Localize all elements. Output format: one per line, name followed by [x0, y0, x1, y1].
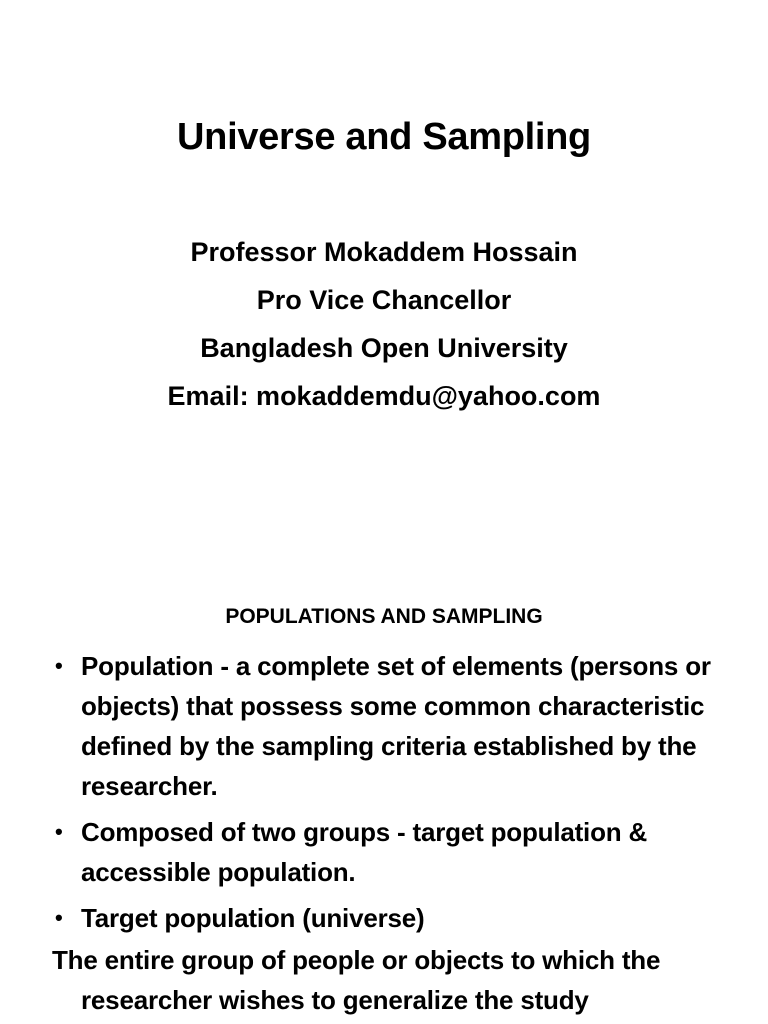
bullet-icon: •	[55, 905, 63, 930]
bullet-icon: •	[55, 653, 63, 678]
author-block	[0, 230, 768, 422]
definition-paragraph: The entire group of people or objects to which the researcher wishes to generalize the study	[52, 945, 661, 1015]
author-email: Email: mokaddemdu@yahoo.com	[167, 381, 601, 411]
bullet-list	[52, 646, 752, 944]
bullet-item	[52, 646, 752, 806]
bullet-icon: •	[55, 819, 63, 844]
bullet-text: Composed of two groups - target population & accessible population.	[81, 817, 648, 887]
section-heading: POPULATIONS AND SAMPLING	[225, 605, 543, 628]
author-position: Pro Vice Chancellor	[256, 285, 512, 315]
bullet-text: Population - a complete set of elements (persons or objects) that possess some common characteristic defined by the sampling criteria established by the researcher.	[81, 651, 711, 801]
bullet-item	[52, 898, 752, 938]
slide-title: Universe and Sampling	[177, 116, 591, 158]
bullet-item	[52, 812, 752, 892]
bullet-text: Target population (universe)	[81, 903, 425, 933]
author-institution: Bangladesh Open University	[200, 333, 568, 363]
author-name: Professor Mokaddem Hossain	[190, 237, 578, 267]
content-slide	[0, 512, 768, 1024]
